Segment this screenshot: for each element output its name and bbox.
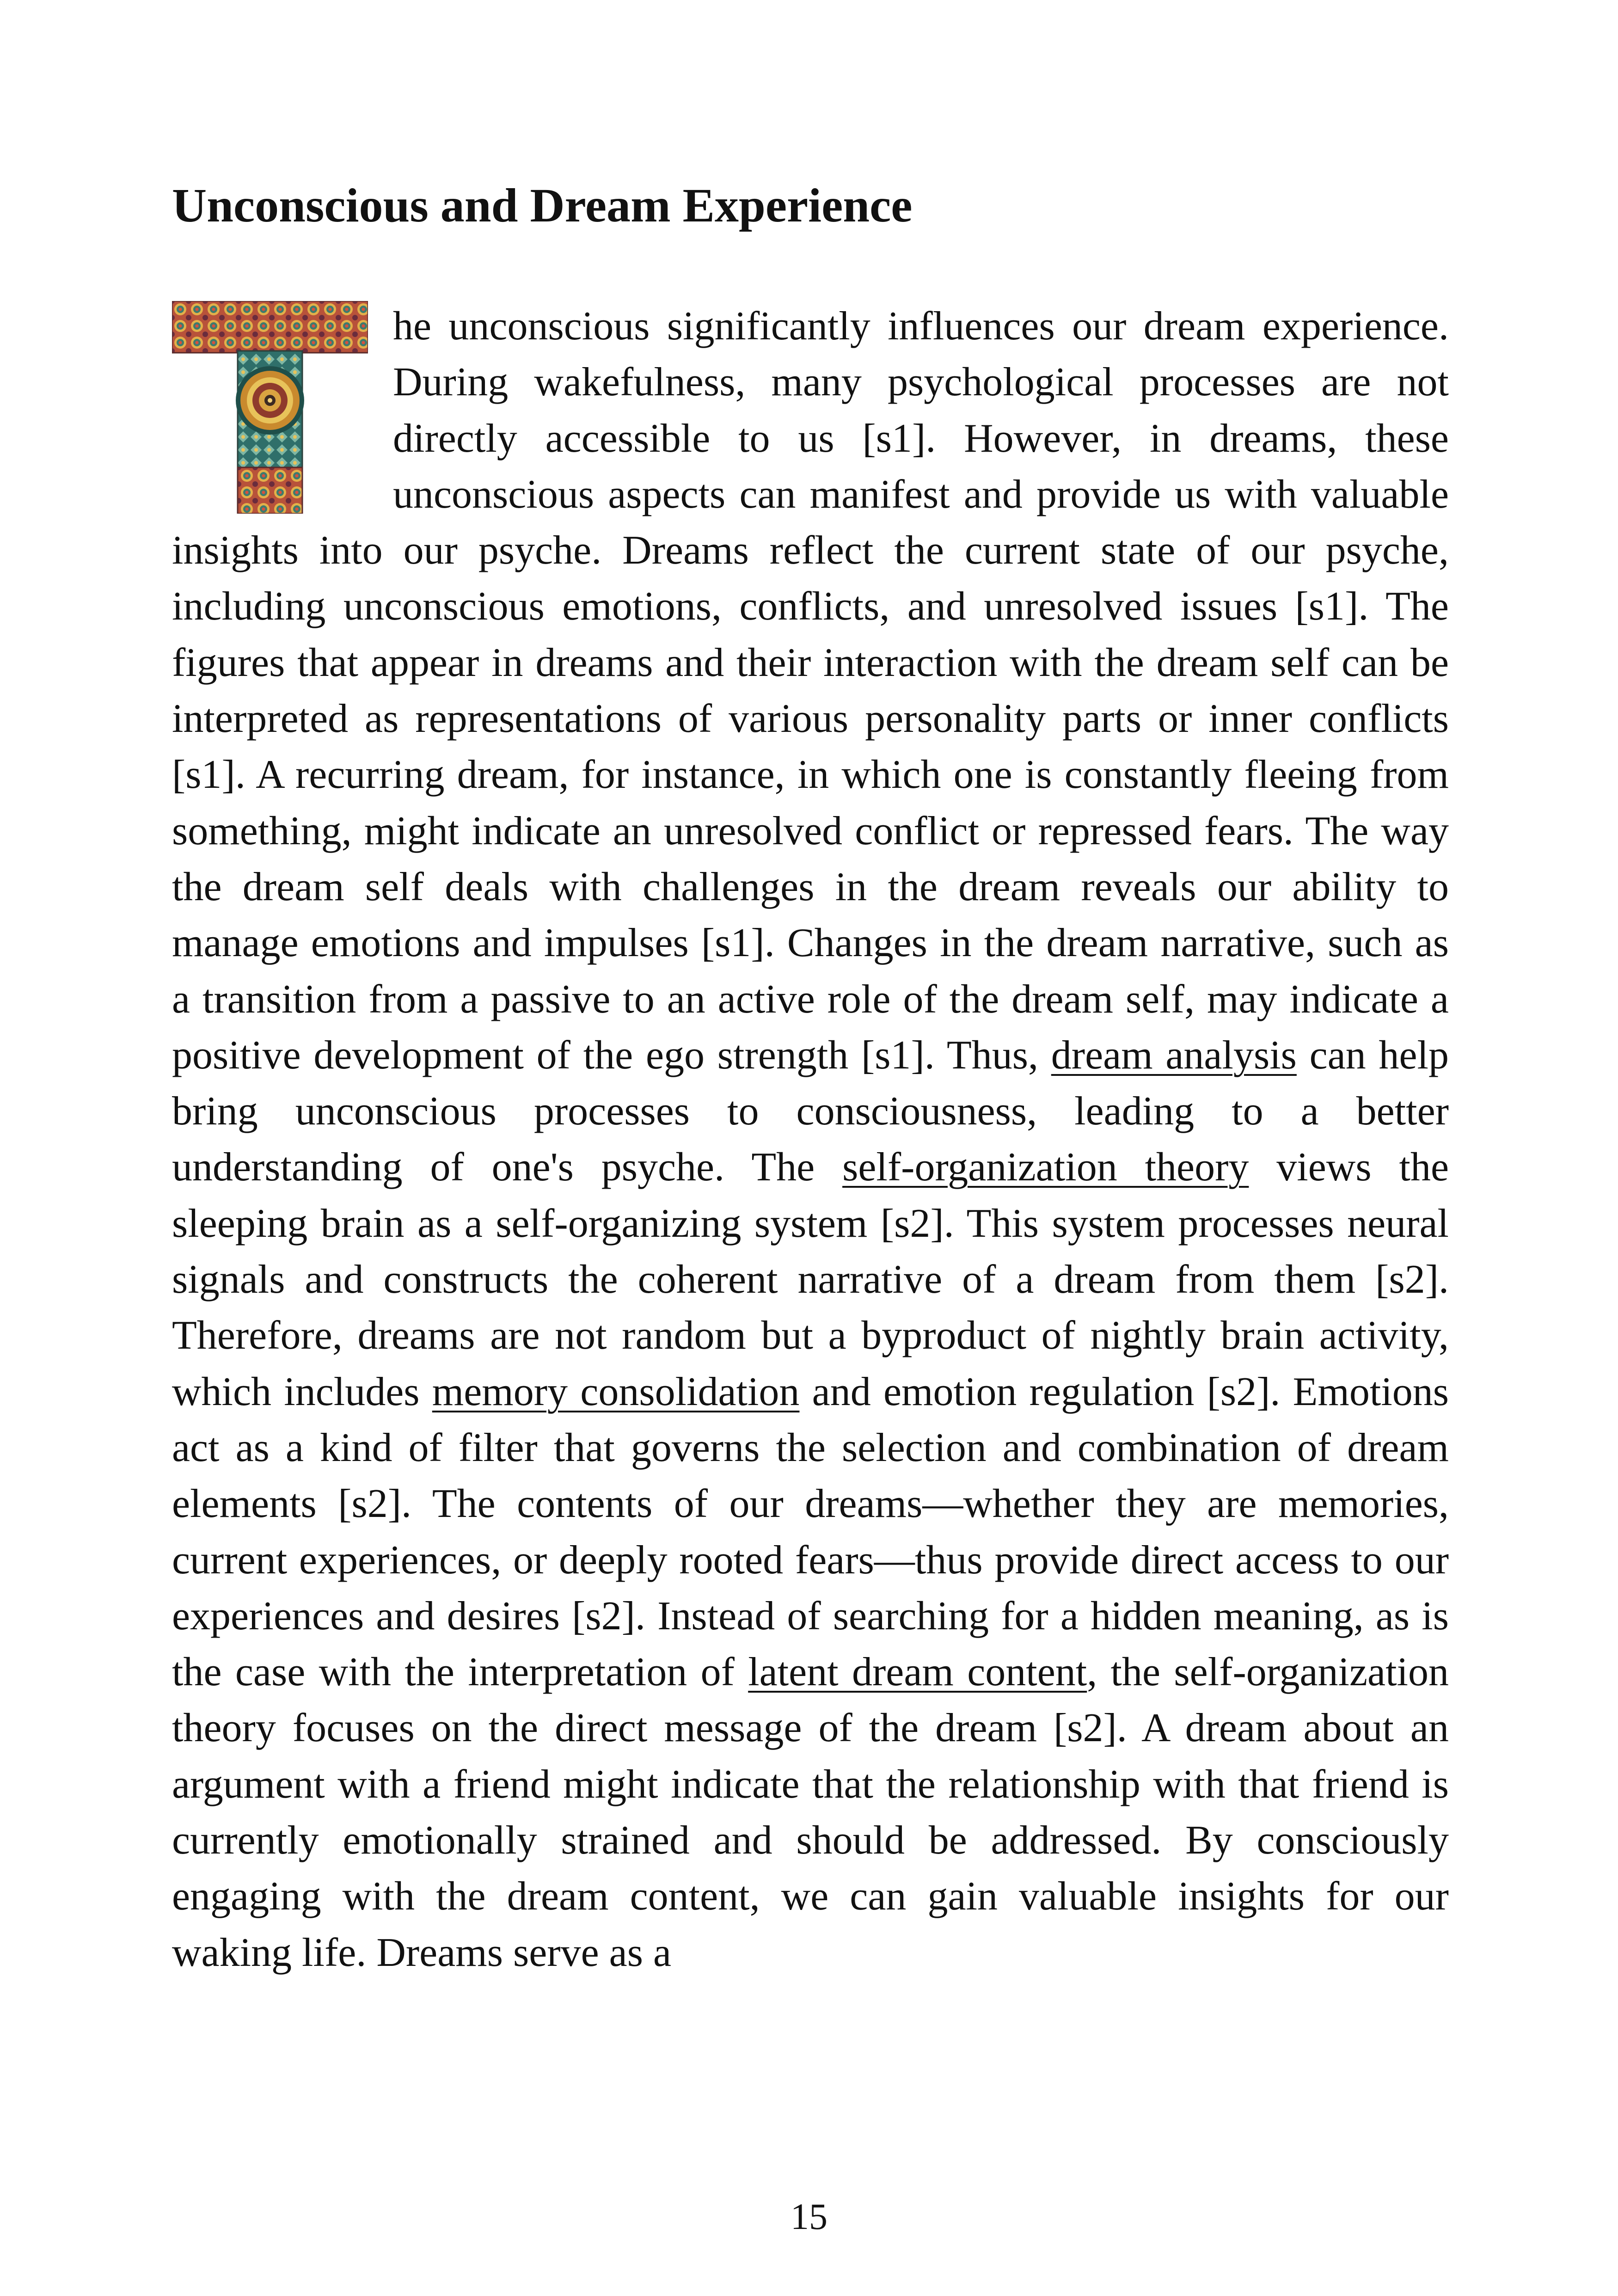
paragraph-text: views the sleeping brain as a self-organizing system [s2]. This system processes neural signals and constructs the coherent narrative of a dream from them [s2]. Therefore, dreams are not random but a byproduct of nightly brain activity, which includes bbox=[172, 1145, 1449, 1414]
ornamental-dropcap-icon bbox=[172, 301, 368, 514]
term-dream-analysis: dream analysis bbox=[1051, 1032, 1297, 1078]
paragraph-text: he unconscious significantly influences our dream experience. During wakefulness, many psychological processes are not directly accessible to us [s1]. However, in dreams, these unconscious aspects can manifest and provide us with valuable insights into our psyche. Dreams reflect the current state of our psyche, including unconscious emotions, conflicts, and unresolved issues [s1]. The figures that appear in dreams and their interaction with the dream self can be interpreted as representations of various personality parts or inner conflicts [s1]. A recurring dream, for instance, in which one is constantly fleeing from something, might indicate an unresolved conflict or repressed fears. The way the dream self deals with challenges in the dream reveals our ability to manage emotions and impulses [s1]. Changes in the dream narrative, such as a transition from a passive to an active role of the dream self, may indicate a positive development of the ego strength [s1]. Thus, bbox=[172, 304, 1449, 1078]
page-title: Unconscious and Dream Experience bbox=[172, 179, 913, 232]
paragraph-text: and emotion regulation [s2]. Emotions act as a kind of filter that governs the selection and combination of dream elements [s2]. The contents of our dreams—whether they are memories, current experiences, or deeply rooted fears—thus provide direct access to our experiences and desires [s2]. Instead of searching for a hidden meaning, as is the case with the interpretation of bbox=[172, 1369, 1449, 1695]
term-self-organization-theory: self-organization theory bbox=[842, 1145, 1249, 1190]
paragraph-text: can help bring unconscious processes to consciousness, leading to a better understanding of one's psyche. The bbox=[172, 1032, 1449, 1190]
body-paragraph bbox=[172, 298, 1449, 1981]
term-memory-consolidation: memory consolidation bbox=[432, 1369, 800, 1414]
term-latent-dream-content: latent dream content bbox=[748, 1650, 1087, 1695]
paragraph-text: , the self-organization theory focuses on the direct message of the dream [s2]. A dream about an argument with a friend might indicate that the relationship with that friend is currently emotionally strained and should be addressed. By consciously engaging with the dream content, we can gain valuable insights for our waking life. Dreams serve as a bbox=[172, 1650, 1449, 1975]
page-number: 15 bbox=[791, 2197, 827, 2237]
